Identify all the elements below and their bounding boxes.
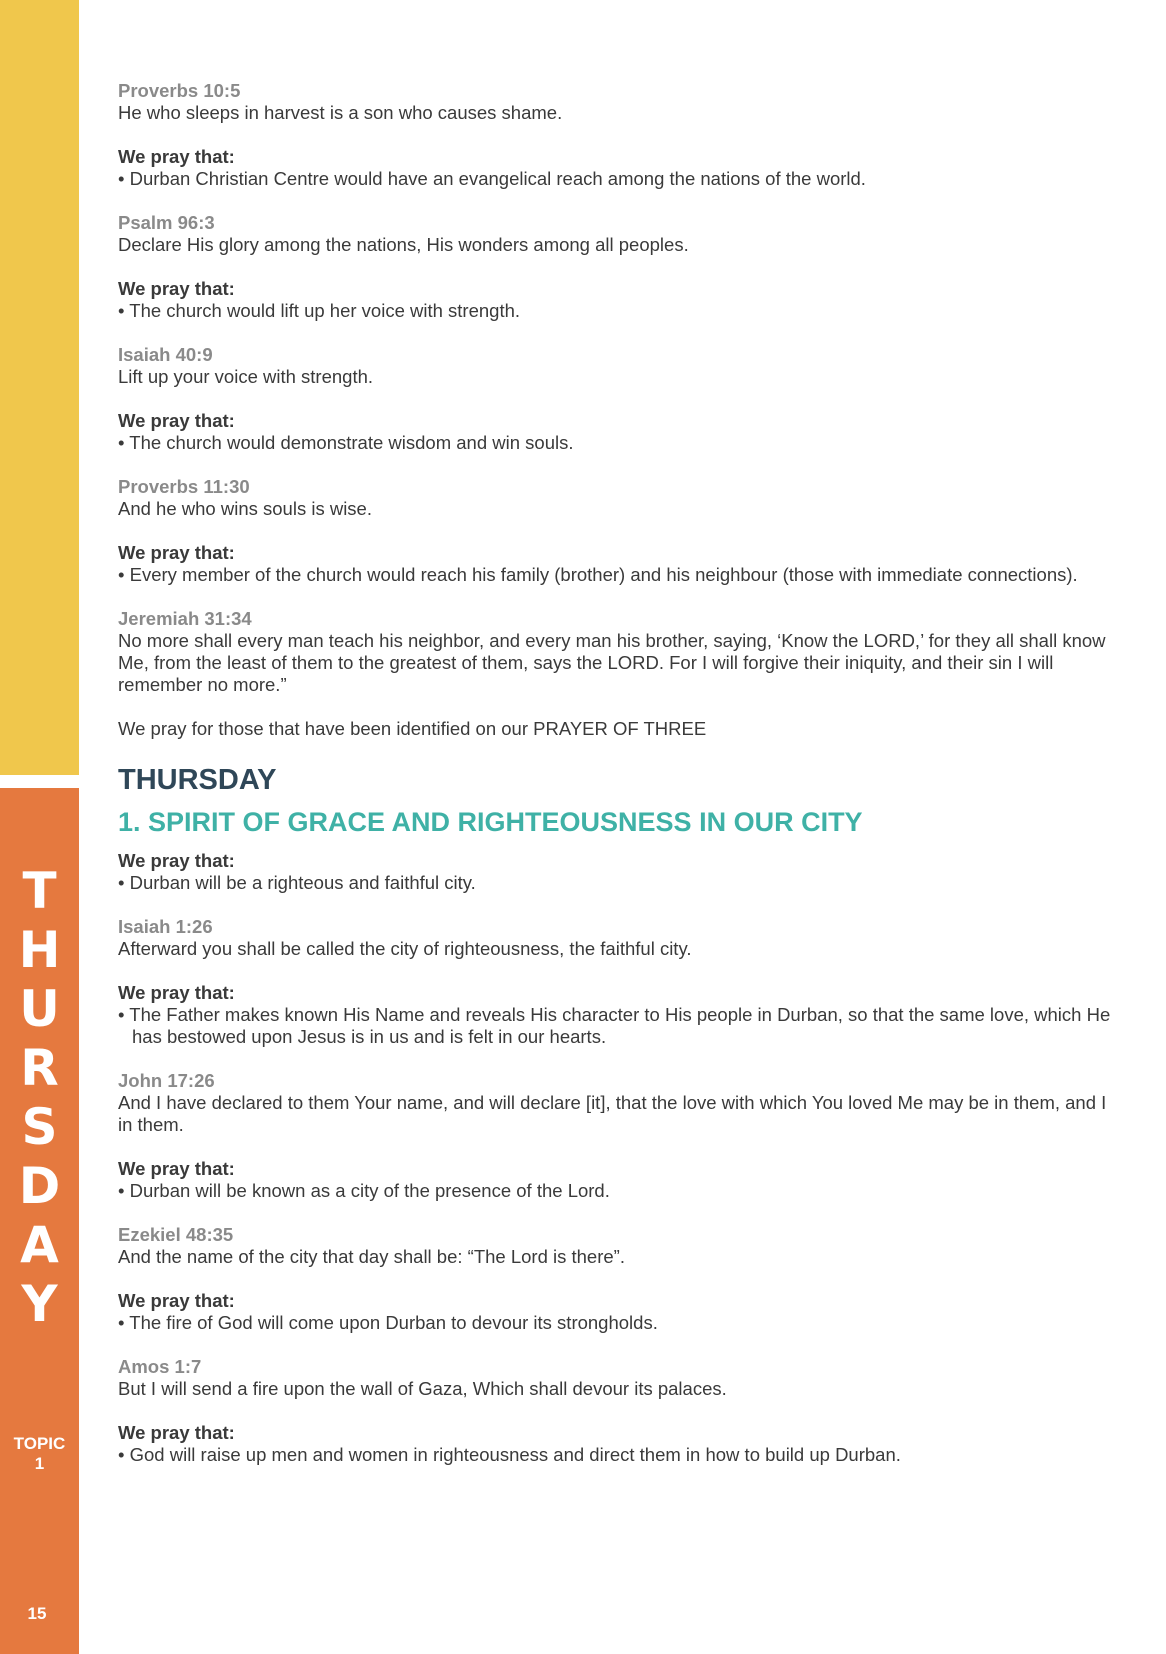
scripture-block [118,80,1118,124]
prayer-block [118,542,1118,586]
sidebar-yellow-bar [0,0,79,775]
prayer-block [118,146,1118,190]
prayer-bullet: • Every member of the church would reach his family (brother) and his neighbour (those with immediate connections). [118,564,1078,585]
scripture-block [118,1070,1118,1136]
scripture-block [118,476,1118,520]
prayer-label: We pray that: [118,542,235,563]
scripture-block [118,916,1118,960]
day-letter: A [20,1216,59,1274]
page-number: 15 [27,1604,47,1623]
scripture-verse: And he who wins souls is wise. [118,498,372,519]
prayer-bullet: • Durban will be a righteous and faithful city. [118,872,476,893]
prayer-label: We pray that: [118,850,235,871]
day-letter: D [18,1157,61,1215]
day-letter: U [19,980,60,1038]
prayer-bullet: • The fire of God will come upon Durban to devour its strongholds. [118,1312,658,1333]
scripture-reference: Ezekiel 48:35 [118,1224,234,1245]
day-letter: T [22,862,57,920]
scripture-verse: Lift up your voice with strength. [118,366,374,387]
prayer-of-three-line: We pray for those that have been identified on our PRAYER OF THREE [118,718,707,739]
scripture-reference: Amos 1:7 [118,1356,202,1377]
day-letter: R [20,1039,59,1097]
scripture-block [118,1224,1118,1268]
prayer-bullet: • The Father makes known His Name and reveals His character to His people in Durban, so that the same love, which He has bestowed upon Jesus is in us and is felt in our hearts. [118,1004,1111,1047]
topic-label: TOPIC [13,1434,66,1453]
scripture-reference: Isaiah 1:26 [118,916,213,937]
prayer-block [118,1158,1118,1202]
topic-badge [0,1434,79,1474]
day-letter: S [21,1098,58,1156]
day-letter: H [18,921,61,979]
day-title: THURSDAY [118,764,277,796]
scripture-verse: He who sleeps in harvest is a son who causes shame. [118,102,563,123]
scripture-reference: John 17:26 [118,1070,215,1091]
prayer-label: We pray that: [118,278,235,299]
prayer-bullet: • The church would lift up her voice with strength. [118,300,521,321]
prayer-block [118,410,1118,454]
prayer-label: We pray that: [118,146,235,167]
scripture-block [118,608,1118,696]
scripture-reference: Proverbs 10:5 [118,80,241,101]
prayer-label: We pray that: [118,1290,235,1311]
prayer-bullet: • Durban will be known as a city of the presence of the Lord. [118,1180,610,1201]
prayer-block [118,1290,1118,1334]
scripture-block [118,1356,1118,1400]
prayer-block [118,982,1118,1048]
section-title: 1. SPIRIT OF GRACE AND RIGHTEOUSNESS IN OUR CITY [118,807,863,837]
prayer-block [118,1422,1118,1466]
prayer-bullet: • God will raise up men and women in righteousness and direct them in how to build up Durban. [118,1444,901,1465]
top-prayer-list [118,80,1118,696]
scripture-verse: Declare His glory among the nations, His wonders among all peoples. [118,234,689,255]
topic-number: 1 [34,1454,45,1473]
prayer-block [118,278,1118,322]
main-content [118,80,1118,1466]
bottom-prayer-list [118,850,1118,1466]
scripture-reference: Proverbs 11:30 [118,476,250,497]
scripture-reference: Psalm 96:3 [118,212,215,233]
scripture-block [118,212,1118,256]
prayer-label: We pray that: [118,1158,235,1179]
scripture-verse: And the name of the city that day shall be: “The Lord is there”. [118,1246,625,1267]
scripture-reference: Isaiah 40:9 [118,344,213,365]
scripture-verse: But I will send a fire upon the wall of Gaza, Which shall devour its palaces. [118,1378,727,1399]
prayer-bullet: • The church would demonstrate wisdom and win souls. [118,432,574,453]
prayer-bullet: • Durban Christian Centre would have an evangelical reach among the nations of the world. [118,168,866,189]
prayer-block [118,850,1118,894]
prayer-label: We pray that: [118,1422,235,1443]
scripture-verse: And I have declared to them Your name, and will declare [it], that the love with which You loved Me may be in them, and I in them. [118,1092,1107,1135]
day-letter: Y [21,1275,58,1333]
scripture-verse: No more shall every man teach his neighbor, and every man his brother, saying, ‘Know the LORD,’ for they all shall know Me, from the least of them to the greatest of them, says the LORD. For I will forgive their iniquity, and their sin I will remember no more.” [118,630,1106,695]
scripture-block [118,344,1118,388]
prayer-label: We pray that: [118,982,235,1003]
sidebar-day-vertical [0,862,79,1334]
prayer-label: We pray that: [118,410,235,431]
scripture-verse: Afterward you shall be called the city of righteousness, the faithful city. [118,938,692,959]
scripture-reference: Jeremiah 31:34 [118,608,252,629]
